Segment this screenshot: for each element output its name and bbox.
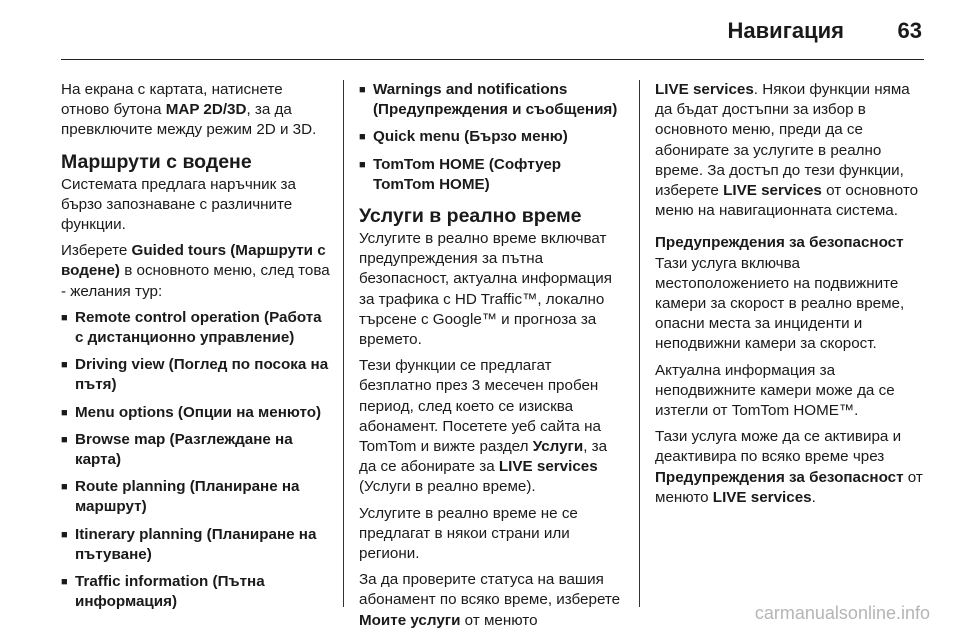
column-divider — [343, 80, 344, 607]
paragraph-map-toggle: На екрана с картата, натиснете отново бутона MAP 2D/3D, за да превключите между режим 2D и 3D. — [61, 81, 317, 139]
paragraph-toggle-service: Тази услуга може да се активира и деактивира по всяко време чрез Предупреждения за безопасност от менюто LIVE services. — [655, 428, 923, 506]
list-item: ■ Browse map (Разглеждане на карта) — [61, 430, 331, 470]
list-item: ■ TomTom HOME (Софтуер TomTom HOME) — [359, 155, 627, 195]
list-item: ■ Remote control operation (Работа с дистанционно управление) — [61, 308, 331, 348]
tour-list — [61, 308, 331, 613]
heading-guided-tours: Маршрути с водене — [61, 150, 252, 173]
paragraph-availability: Услугите в реално време не се предлагат в някои страни или региони. — [359, 504, 578, 563]
heading-live-services: Услуги в реално време — [359, 205, 582, 228]
list-item: ■ Menu options (Опции на менюто) — [61, 403, 331, 423]
paragraph-camera-updates: Актуална информация за неподвижните камери може да се изтегли от TomTom HOME™. — [655, 361, 895, 420]
list-item: ■ Traffic information (Пътна информация) — [61, 572, 331, 612]
page-title: Навигация — [727, 18, 844, 43]
column-2 — [359, 80, 627, 637]
paragraph-guide-intro: Системата предлага наръчник за бързо запознаване с различните функции. — [61, 175, 296, 234]
header-rule — [61, 59, 924, 60]
column-3 — [655, 80, 927, 514]
list-item: ■ Quick menu (Бързо меню) — [359, 127, 627, 147]
paragraph-safety-intro: Тази услуга включва местоположението на подвижните камери за скорост в реално време, опасни места за инциденти и неподвижни камери за скорост. — [655, 254, 905, 353]
paragraph-live-menu: LIVE services. Някои функции няма да бъдат достъпни за избор в основното меню, преди да се абонирате за услугите в реално време. За достъп до тези функции, изберете LIVE services от основното меню на навигационната система. — [655, 81, 919, 220]
list-item: ■ Itinerary planning (Планиране на пътуване) — [61, 525, 331, 565]
paragraph-live-intro: Услугите в реално време включват предупреждения за пътна безопасност, актуална информация за трафика с HD Traffic™, локално търсене с Google™ и прогноза за времето. — [359, 230, 613, 349]
paragraph-check-status: За да проверите статуса на вашия абонамент по всяко време, изберете Моите услуги от менюто — [359, 571, 621, 629]
tour-list-continued — [359, 80, 627, 195]
page-number: 63 — [897, 18, 922, 43]
heading-safety-warnings: Предупреждения за безопасност — [655, 234, 904, 252]
watermark: carmanualsonline.info — [754, 603, 930, 623]
column-divider — [639, 80, 640, 607]
column-1 — [61, 80, 331, 619]
paragraph-select-tour: Изберете Guided tours (Маршрути с водене) в основното меню, след това - желания тур: — [61, 242, 330, 300]
paragraph-subscription: Тези функции се предлагат безплатно през 3 месечен пробен период, след което се изисква абонамент. Посетете уеб сайта на TomTom и вижте раздел Услуги, за да се абонирате за LIVE services (Услуги в реално време). — [359, 357, 608, 496]
list-item: ■ Route planning (Планиране на маршрут) — [61, 477, 331, 517]
list-item: ■ Driving view (Поглед по посока на пътя) — [61, 355, 331, 395]
list-item: ■ Warnings and notifications (Предупреждения и съобщения) — [359, 80, 627, 120]
